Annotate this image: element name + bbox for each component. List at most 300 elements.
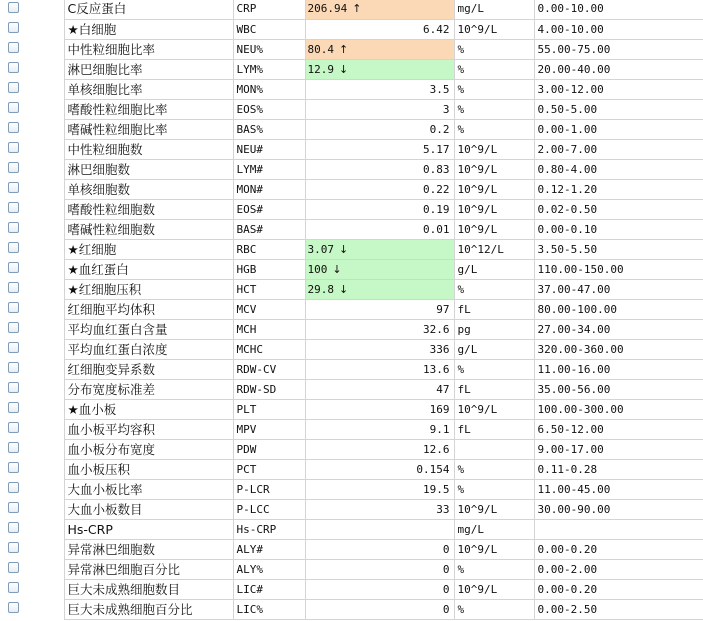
row-spacer <box>26 319 64 339</box>
row-select-cell <box>0 199 26 219</box>
item-code-cell: BAS% <box>233 119 305 139</box>
result-value-cell <box>305 339 454 359</box>
item-code-cell: RDW-CV <box>233 359 305 379</box>
row-spacer <box>26 179 64 199</box>
reference-range-cell: 0.02-0.50 <box>534 199 703 219</box>
reference-range-cell: 0.80-4.00 <box>534 159 703 179</box>
item-name-cell: 平均血红蛋白浓度 <box>64 339 233 359</box>
item-code-cell: MCHC <box>233 339 305 359</box>
unit-cell: % <box>454 119 534 139</box>
unit-cell: 10^9/L <box>454 139 534 159</box>
table-row[interactable] <box>0 119 703 139</box>
row-select-cell <box>0 179 26 199</box>
item-code-cell: MCH <box>233 319 305 339</box>
row-checkbox[interactable] <box>8 102 19 113</box>
row-checkbox[interactable] <box>8 222 19 233</box>
row-spacer <box>26 279 64 299</box>
row-checkbox[interactable] <box>8 602 19 613</box>
item-code-cell: LYM# <box>233 159 305 179</box>
unit-cell: % <box>454 279 534 299</box>
unit-cell: % <box>454 59 534 79</box>
result-value-cell <box>305 199 454 219</box>
unit-cell <box>454 439 534 459</box>
table-row[interactable] <box>0 259 703 279</box>
unit-cell: % <box>454 559 534 579</box>
row-spacer <box>26 379 64 399</box>
unit-cell: % <box>454 99 534 119</box>
result-value-cell <box>305 139 454 159</box>
unit-cell: 10^9/L <box>454 539 534 559</box>
item-code-cell: MCV <box>233 299 305 319</box>
item-name-cell: ★血红蛋白 <box>64 259 233 279</box>
row-checkbox[interactable] <box>8 262 19 273</box>
arrow-down-icon: ↓ <box>339 242 349 256</box>
result-value: 0 <box>442 582 450 596</box>
row-spacer <box>26 119 64 139</box>
row-select-cell <box>0 579 26 599</box>
result-value-cell <box>305 319 454 339</box>
reference-range-cell: 11.00-45.00 <box>534 479 703 499</box>
reference-range-cell: 320.00-360.00 <box>534 339 703 359</box>
reference-range-cell: 0.00-10.00 <box>534 0 703 19</box>
result-value-cell <box>305 79 454 99</box>
result-value: 0 <box>442 562 450 576</box>
item-name-cell: 嗜酸性粒细胞比率 <box>64 99 233 119</box>
item-code-cell: PDW <box>233 439 305 459</box>
row-spacer <box>26 339 64 359</box>
row-checkbox[interactable] <box>8 362 19 373</box>
row-spacer <box>26 459 64 479</box>
row-select-cell <box>0 79 26 99</box>
item-code-cell: EOS% <box>233 99 305 119</box>
result-value-cell <box>305 59 454 79</box>
row-select-cell <box>0 119 26 139</box>
item-code-cell: HGB <box>233 259 305 279</box>
row-checkbox[interactable] <box>8 322 19 333</box>
row-checkbox[interactable] <box>8 302 19 313</box>
reference-range-cell: 9.00-17.00 <box>534 439 703 459</box>
table-row[interactable] <box>0 499 703 519</box>
table-row[interactable] <box>0 539 703 559</box>
row-select-cell <box>0 279 26 299</box>
result-value-cell <box>305 39 454 59</box>
row-checkbox[interactable] <box>8 582 19 593</box>
result-value: 3.5 <box>429 82 450 96</box>
row-checkbox[interactable] <box>8 202 19 213</box>
unit-cell: 10^9/L <box>454 179 534 199</box>
unit-cell: % <box>454 479 534 499</box>
item-code-cell: CRP <box>233 0 305 19</box>
row-checkbox[interactable] <box>8 562 19 573</box>
unit-cell: % <box>454 39 534 59</box>
row-spacer <box>26 299 64 319</box>
result-value-cell <box>305 539 454 559</box>
result-value-cell <box>305 579 454 599</box>
row-checkbox[interactable] <box>8 22 19 33</box>
item-code-cell: NEU% <box>233 39 305 59</box>
row-select-cell <box>0 219 26 239</box>
reference-range-cell: 30.00-90.00 <box>534 499 703 519</box>
table-row[interactable] <box>0 459 703 479</box>
row-select-cell <box>0 399 26 419</box>
row-checkbox[interactable] <box>8 142 19 153</box>
row-spacer <box>26 519 64 539</box>
reference-range-cell: 110.00-150.00 <box>534 259 703 279</box>
row-select-cell <box>0 39 26 59</box>
table-row[interactable] <box>0 359 703 379</box>
row-spacer <box>26 259 64 279</box>
row-checkbox[interactable] <box>8 282 19 293</box>
result-value-cell <box>305 559 454 579</box>
item-code-cell: MPV <box>233 419 305 439</box>
item-code-cell: MON% <box>233 79 305 99</box>
row-spacer <box>26 599 64 619</box>
result-value: 29.8 <box>307 282 334 296</box>
unit-cell: fL <box>454 299 534 319</box>
row-checkbox[interactable] <box>8 162 19 173</box>
item-name-cell: 中性粒细胞数 <box>64 139 233 159</box>
table-row[interactable] <box>0 559 703 579</box>
row-select-cell <box>0 259 26 279</box>
row-select-cell <box>0 459 26 479</box>
row-spacer <box>26 99 64 119</box>
row-checkbox[interactable] <box>8 42 19 53</box>
table-row[interactable] <box>0 279 703 299</box>
item-code-cell: RDW-SD <box>233 379 305 399</box>
item-code-cell: NEU# <box>233 139 305 159</box>
item-name-cell: 异常淋巴细胞数 <box>64 539 233 559</box>
result-value: 80.4 <box>307 42 334 56</box>
item-code-cell: LIC% <box>233 599 305 619</box>
result-value: 0.2 <box>429 122 450 136</box>
item-name-cell: ★血小板 <box>64 399 233 419</box>
result-value: 19.5 <box>423 482 450 496</box>
item-name-cell: C反应蛋白 <box>64 0 233 19</box>
result-value: 0 <box>442 542 450 556</box>
result-value-cell <box>305 299 454 319</box>
row-select-cell <box>0 559 26 579</box>
row-checkbox[interactable] <box>8 382 19 393</box>
row-checkbox[interactable] <box>8 342 19 353</box>
row-select-cell <box>0 419 26 439</box>
unit-cell: fL <box>454 379 534 399</box>
unit-cell: 10^9/L <box>454 19 534 39</box>
result-value-cell <box>305 399 454 419</box>
table-row[interactable] <box>0 59 703 79</box>
item-code-cell: BAS# <box>233 219 305 239</box>
table-row[interactable] <box>0 239 703 259</box>
item-code-cell: LIC# <box>233 579 305 599</box>
table-row[interactable] <box>0 519 703 539</box>
result-value: 100 <box>307 262 328 276</box>
result-value-cell <box>305 99 454 119</box>
item-name-cell: ★红细胞 <box>64 239 233 259</box>
result-value-cell <box>305 239 454 259</box>
result-value-cell <box>305 279 454 299</box>
arrow-down-icon: ↓ <box>332 262 342 276</box>
row-spacer <box>26 219 64 239</box>
row-select-cell <box>0 499 26 519</box>
item-code-cell: WBC <box>233 19 305 39</box>
row-select-cell <box>0 139 26 159</box>
table-row[interactable] <box>0 379 703 399</box>
result-value-cell <box>305 179 454 199</box>
table-row[interactable] <box>0 439 703 459</box>
row-spacer <box>26 539 64 559</box>
reference-range-cell: 0.00-0.20 <box>534 579 703 599</box>
unit-cell: % <box>454 599 534 619</box>
item-name-cell: 嗜碱性粒细胞数 <box>64 219 233 239</box>
unit-cell: 10^9/L <box>454 159 534 179</box>
unit-cell: 10^9/L <box>454 219 534 239</box>
reference-range-cell: 100.00-300.00 <box>534 399 703 419</box>
table-row[interactable] <box>0 319 703 339</box>
result-value: 12.9 <box>307 62 334 76</box>
row-spacer <box>26 439 64 459</box>
reference-range-cell: 37.00-47.00 <box>534 279 703 299</box>
table-row[interactable] <box>0 219 703 239</box>
result-value: 0.01 <box>423 222 450 236</box>
row-select-cell <box>0 519 26 539</box>
item-code-cell: LYM% <box>233 59 305 79</box>
item-name-cell: 分布宽度标准差 <box>64 379 233 399</box>
result-value: 33 <box>436 502 450 516</box>
item-code-cell: P-LCC <box>233 499 305 519</box>
item-name-cell: 平均血红蛋白含量 <box>64 319 233 339</box>
unit-cell: % <box>454 79 534 99</box>
row-select-cell <box>0 299 26 319</box>
row-select-cell <box>0 339 26 359</box>
row-select-cell <box>0 359 26 379</box>
row-checkbox[interactable] <box>8 482 19 493</box>
row-checkbox[interactable] <box>8 442 19 453</box>
result-value: 5.17 <box>423 142 450 156</box>
row-select-cell <box>0 439 26 459</box>
item-name-cell: 大血小板数目 <box>64 499 233 519</box>
row-spacer <box>26 559 64 579</box>
unit-cell: 10^12/L <box>454 239 534 259</box>
item-name-cell: 淋巴细胞比率 <box>64 59 233 79</box>
row-checkbox[interactable] <box>8 402 19 413</box>
item-name-cell: 中性粒细胞比率 <box>64 39 233 59</box>
result-value-cell <box>305 19 454 39</box>
unit-cell: mg/L <box>454 519 534 539</box>
result-value: 13.6 <box>423 362 450 376</box>
item-name-cell: ★白细胞 <box>64 19 233 39</box>
reference-range-cell: 0.00-0.20 <box>534 539 703 559</box>
item-name-cell: 淋巴细胞数 <box>64 159 233 179</box>
result-value: 3.07 <box>307 242 334 256</box>
result-value: 169 <box>429 402 450 416</box>
item-name-cell: 大血小板比率 <box>64 479 233 499</box>
item-code-cell: PCT <box>233 459 305 479</box>
table-row[interactable] <box>0 299 703 319</box>
reference-range-cell: 0.12-1.20 <box>534 179 703 199</box>
row-spacer <box>26 199 64 219</box>
unit-cell: fL <box>454 419 534 439</box>
item-name-cell: ★红细胞压积 <box>64 279 233 299</box>
reference-range-cell: 27.00-34.00 <box>534 319 703 339</box>
row-spacer <box>26 479 64 499</box>
result-value-cell <box>305 259 454 279</box>
result-value-cell <box>305 439 454 459</box>
table-row[interactable] <box>0 99 703 119</box>
reference-range-cell: 3.00-12.00 <box>534 79 703 99</box>
reference-range-cell: 0.00-1.00 <box>534 119 703 139</box>
row-spacer <box>26 79 64 99</box>
table-row[interactable] <box>0 179 703 199</box>
item-code-cell: Hs-CRP <box>233 519 305 539</box>
reference-range-cell: 2.00-7.00 <box>534 139 703 159</box>
item-name-cell: 异常淋巴细胞百分比 <box>64 559 233 579</box>
row-select-cell <box>0 59 26 79</box>
item-code-cell: HCT <box>233 279 305 299</box>
row-checkbox[interactable] <box>8 2 19 13</box>
row-spacer <box>26 19 64 39</box>
table-row[interactable] <box>0 339 703 359</box>
reference-range-cell: 80.00-100.00 <box>534 299 703 319</box>
result-value: 47 <box>436 382 450 396</box>
result-value: 0.22 <box>423 182 450 196</box>
item-name-cell: 红细胞平均体积 <box>64 299 233 319</box>
result-value: 12.6 <box>423 442 450 456</box>
row-checkbox[interactable] <box>8 82 19 93</box>
reference-range-cell: 0.00-2.50 <box>534 599 703 619</box>
reference-range-cell: 0.00-0.10 <box>534 219 703 239</box>
result-value-cell <box>305 499 454 519</box>
row-select-cell <box>0 159 26 179</box>
table-row[interactable] <box>0 199 703 219</box>
table-row[interactable] <box>0 599 703 619</box>
table-row[interactable] <box>0 479 703 499</box>
result-value: 97 <box>436 302 450 316</box>
row-spacer <box>26 39 64 59</box>
table-row[interactable] <box>0 139 703 159</box>
item-name-cell: 血小板平均容积 <box>64 419 233 439</box>
row-spacer <box>26 499 64 519</box>
item-code-cell: P-LCR <box>233 479 305 499</box>
row-select-cell <box>0 539 26 559</box>
row-select-cell <box>0 0 26 19</box>
result-value: 6.42 <box>423 22 450 36</box>
item-code-cell: MON# <box>233 179 305 199</box>
row-checkbox[interactable] <box>8 122 19 133</box>
row-checkbox[interactable] <box>8 462 19 473</box>
result-value: 0.19 <box>423 202 450 216</box>
row-select-cell <box>0 319 26 339</box>
row-checkbox[interactable] <box>8 522 19 533</box>
result-value-cell <box>305 599 454 619</box>
row-checkbox[interactable] <box>8 542 19 553</box>
table-row[interactable] <box>0 159 703 179</box>
reference-range-cell: 0.50-5.00 <box>534 99 703 119</box>
reference-range-cell: 3.50-5.50 <box>534 239 703 259</box>
unit-cell: g/L <box>454 339 534 359</box>
table-row[interactable] <box>0 0 703 19</box>
arrow-up-icon: ↑ <box>352 2 362 16</box>
result-value-cell <box>305 219 454 239</box>
reference-range-cell <box>534 519 703 539</box>
item-name-cell: 巨大未成熟细胞百分比 <box>64 599 233 619</box>
reference-range-cell: 20.00-40.00 <box>534 59 703 79</box>
item-code-cell: ALY# <box>233 539 305 559</box>
row-spacer <box>26 0 64 19</box>
arrow-up-icon: ↑ <box>339 42 349 56</box>
row-select-cell <box>0 99 26 119</box>
unit-cell: 10^9/L <box>454 399 534 419</box>
result-value-cell <box>305 519 454 539</box>
item-code-cell: RBC <box>233 239 305 259</box>
item-name-cell: 单核细胞比率 <box>64 79 233 99</box>
result-value: 0.154 <box>416 462 450 476</box>
result-value-cell <box>305 359 454 379</box>
row-spacer <box>26 239 64 259</box>
item-name-cell: 红细胞变异系数 <box>64 359 233 379</box>
result-value-cell <box>305 379 454 399</box>
result-value-cell <box>305 419 454 439</box>
reference-range-cell: 35.00-56.00 <box>534 379 703 399</box>
table-row[interactable] <box>0 19 703 39</box>
table-row[interactable] <box>0 39 703 59</box>
result-value: 32.6 <box>423 322 450 336</box>
row-checkbox[interactable] <box>8 502 19 513</box>
arrow-down-icon: ↓ <box>339 282 349 296</box>
row-checkbox[interactable] <box>8 242 19 253</box>
result-value-cell <box>305 119 454 139</box>
item-code-cell: ALY% <box>233 559 305 579</box>
result-value-cell <box>305 0 454 19</box>
result-value: 0 <box>442 602 450 616</box>
item-name-cell: 血小板分布宽度 <box>64 439 233 459</box>
item-name-cell: 嗜酸性粒细胞数 <box>64 199 233 219</box>
row-select-cell <box>0 599 26 619</box>
unit-cell: mg/L <box>454 0 534 19</box>
item-code-cell: PLT <box>233 399 305 419</box>
item-name-cell: Hs-CRP <box>64 519 233 539</box>
row-spacer <box>26 579 64 599</box>
row-checkbox[interactable] <box>8 182 19 193</box>
row-spacer <box>26 419 64 439</box>
result-value-cell <box>305 159 454 179</box>
row-spacer <box>26 359 64 379</box>
row-select-cell <box>0 19 26 39</box>
unit-cell: 10^9/L <box>454 579 534 599</box>
table-row[interactable] <box>0 419 703 439</box>
table-row[interactable] <box>0 579 703 599</box>
table-row[interactable] <box>0 79 703 99</box>
table-row[interactable] <box>0 399 703 419</box>
result-value: 0.83 <box>423 162 450 176</box>
row-checkbox[interactable] <box>8 422 19 433</box>
result-value-cell <box>305 459 454 479</box>
reference-range-cell: 0.11-0.28 <box>534 459 703 479</box>
result-value: 206.94 <box>307 2 348 16</box>
row-spacer <box>26 399 64 419</box>
unit-cell: % <box>454 459 534 479</box>
item-name-cell: 血小板压积 <box>64 459 233 479</box>
result-value: 336 <box>429 342 450 356</box>
item-name-cell: 嗜碱性粒细胞比率 <box>64 119 233 139</box>
arrow-down-icon: ↓ <box>339 62 349 76</box>
reference-range-cell: 11.00-16.00 <box>534 359 703 379</box>
row-checkbox[interactable] <box>8 62 19 73</box>
row-select-cell <box>0 479 26 499</box>
row-select-cell <box>0 379 26 399</box>
result-value: 9.1 <box>429 422 450 436</box>
unit-cell: 10^9/L <box>454 499 534 519</box>
unit-cell: % <box>454 359 534 379</box>
item-name-cell: 巨大未成熟细胞数目 <box>64 579 233 599</box>
